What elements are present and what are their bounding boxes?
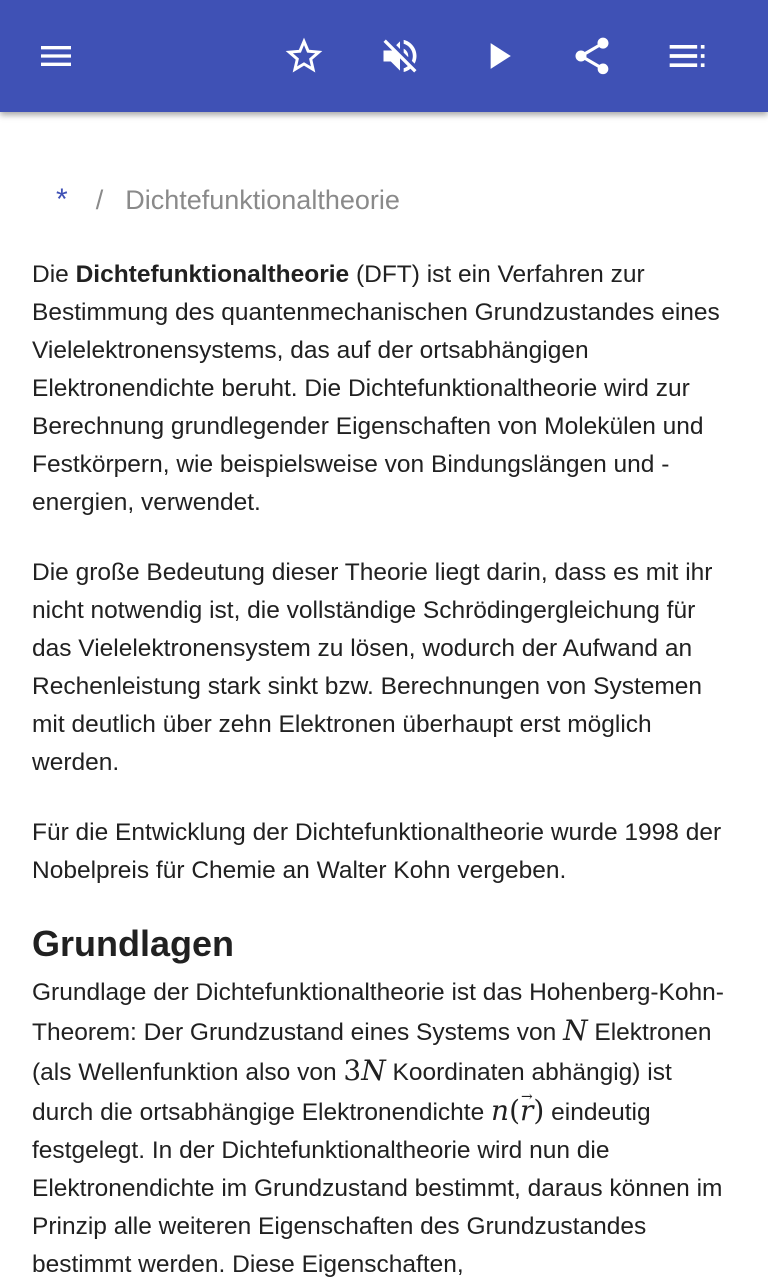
menu-icon	[36, 36, 76, 76]
math-3n-number: 3	[343, 1054, 362, 1087]
math-vector-r: → r	[520, 1092, 533, 1130]
favorite-button[interactable]	[274, 26, 334, 86]
p4-text-3: Koordinaten abhängig) ist durch die ortsabhängige Elektronendichte	[32, 1059, 672, 1126]
breadcrumb-separator: /	[95, 185, 104, 215]
article-paragraph-3: Für die Entwicklung der Dichtefunktionaltheorie wurde 1998 der Nobelpreis für Chemie an Walter Kohn vergeben.	[32, 819, 722, 884]
article-title-bold: Dichtefunktionaltheorie	[75, 261, 350, 288]
math-density-n: n	[491, 1094, 510, 1127]
article-content	[0, 112, 768, 1280]
playlist-button[interactable]	[658, 26, 718, 86]
breadcrumb-current: Dichtefunktionaltheorie	[125, 185, 400, 215]
share-button[interactable]	[562, 26, 622, 86]
playlist-icon	[666, 34, 710, 78]
mute-button[interactable]	[370, 26, 430, 86]
article-paragraph-4	[32, 974, 738, 1280]
star-outline-icon	[282, 34, 326, 78]
section-heading-grundlagen: Grundlagen	[32, 923, 235, 964]
math-3n-variable: N	[361, 1054, 386, 1087]
play-button[interactable]	[468, 26, 528, 86]
play-icon	[476, 34, 520, 78]
article-body	[32, 256, 738, 1280]
breadcrumb	[56, 184, 400, 216]
volume-off-icon	[378, 34, 422, 78]
math-paren-close: )	[533, 1094, 545, 1127]
intro-text: (DFT) ist ein Verfahren zur Bestimmung des quantenmechanischen Grundzustandes eines Vielelektronensystems, das auf der ortsabhängigen Elektronendichte beruht. Die Dichtefunktionaltheorie wird zur Berechnung grundlegender Eigenschaften von Molekülen und Festkörpern, wie beispielsweise von Bindungslängen und -energien, verwendet.	[32, 261, 720, 516]
menu-button[interactable]	[26, 26, 86, 86]
article-paragraph-2: Die große Bedeutung dieser Theorie liegt darin, dass es mit ihr nicht notwendig ist, die vollständige Schrödingergleichung für das Vielelektronensystem zu lösen, wodurch der Aufwand an Rechenleistung stark sinkt bzw. Berechnungen von Systemen mit deutlich über zehn Elektronen überhaupt erst möglich werden.	[32, 559, 713, 776]
p4-text-1: Grundlage der Dichtefunktionaltheorie ist das Hohenberg-Kohn-Theorem: Der Grundzustand eines Systems von	[32, 979, 724, 1046]
math-paren-open: (	[509, 1094, 520, 1127]
math-n-electrons: N	[563, 1014, 588, 1047]
app-toolbar	[0, 0, 768, 112]
share-icon	[570, 34, 614, 78]
math-3n-coordinates	[343, 1054, 385, 1087]
p4-text-4: eindeutig festgelegt. In der Dichtefunktionaltheorie wird nun die Elektronendichte im Grundzustand bestimmt, daraus können im Prinzip alle weiteren Eigenschaften des Grundzustandes bestimmt werden. Diese Eigenschaften,	[32, 1099, 723, 1278]
breadcrumb-home-link[interactable]: *	[56, 183, 68, 216]
math-density-function	[491, 1094, 544, 1127]
article-paragraph-intro	[32, 256, 738, 522]
p4-text-2: Elektronen (als Wellenfunktion also von	[32, 1019, 712, 1086]
intro-prefix: Die	[32, 261, 76, 288]
